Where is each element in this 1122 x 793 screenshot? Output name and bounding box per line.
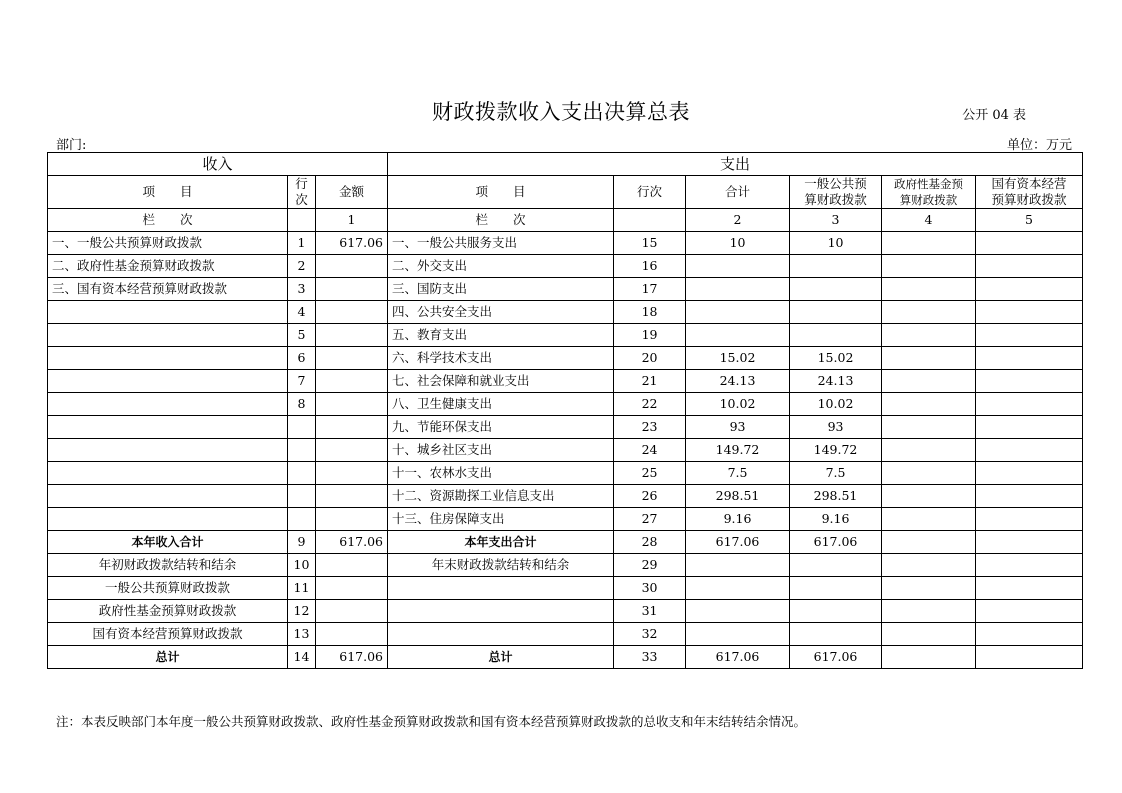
income-item-cell: 总计	[48, 646, 288, 669]
income-item-cell: 本年收入合计	[48, 531, 288, 554]
expense-gov-fund-cell	[882, 600, 976, 623]
expense-gov-fund-cell	[882, 301, 976, 324]
income-item-cell	[48, 485, 288, 508]
expense-state-capital-cell	[976, 232, 1083, 255]
expense-total-cell: 7.5	[686, 462, 790, 485]
income-amount-cell	[316, 370, 388, 393]
gov-fund-header: 政府性基金预 算财政拨款	[882, 176, 976, 209]
table-row	[48, 439, 1083, 462]
income-item-cell: 一般公共预算财政拨款	[48, 577, 288, 600]
expense-gov-fund-cell	[882, 370, 976, 393]
expense-general-cell: 617.06	[790, 646, 882, 669]
income-item-cell: 一、一般公共预算财政拨款	[48, 232, 288, 255]
income-amount-cell	[316, 324, 388, 347]
income-row-header: 行 次	[288, 176, 316, 209]
income-item-cell	[48, 370, 288, 393]
general-header: 一般公共预 算财政拨款	[790, 176, 882, 209]
table-row	[48, 393, 1083, 416]
expense-gov-fund-cell	[882, 554, 976, 577]
income-amount-header: 金额	[316, 176, 388, 209]
income-item-cell: 三、国有资本经营预算财政拨款	[48, 278, 288, 301]
expense-general-cell	[790, 554, 882, 577]
expense-total-cell	[686, 255, 790, 278]
income-row-number-cell	[288, 439, 316, 462]
income-amount-cell	[316, 623, 388, 646]
expense-gov-fund-cell	[882, 646, 976, 669]
income-amount-cell: 617.06	[316, 646, 388, 669]
expense-general-cell	[790, 324, 882, 347]
expense-row-number-cell: 21	[614, 370, 686, 393]
expense-row-number-cell: 27	[614, 508, 686, 531]
state-capital-header: 国有资本经营 预算财政拨款	[976, 176, 1083, 209]
income-row-number-cell	[288, 462, 316, 485]
expense-item-cell: 三、国防支出	[388, 278, 614, 301]
budget-table	[47, 152, 1083, 669]
income-amount-cell	[316, 462, 388, 485]
expense-item-cell: 五、教育支出	[388, 324, 614, 347]
expense-general-cell	[790, 577, 882, 600]
income-item-header: 项 目	[48, 176, 288, 209]
expense-row-number-cell: 18	[614, 301, 686, 324]
expense-state-capital-cell	[976, 439, 1083, 462]
income-amount-cell	[316, 600, 388, 623]
income-amount-cell	[316, 393, 388, 416]
expense-total-cell: 15.02	[686, 347, 790, 370]
expense-total-cell: 10.02	[686, 393, 790, 416]
income-amount-cell	[316, 301, 388, 324]
expense-item-cell: 十二、资源勘探工业信息支出	[388, 485, 614, 508]
income-amount-cell	[316, 577, 388, 600]
expense-state-capital-cell	[976, 577, 1083, 600]
income-row-number-cell: 8	[288, 393, 316, 416]
income-amount-cell: 617.06	[316, 232, 388, 255]
expense-gov-fund-cell	[882, 531, 976, 554]
expense-row-number-cell: 26	[614, 485, 686, 508]
expense-general-cell	[790, 255, 882, 278]
expense-row-number-cell: 16	[614, 255, 686, 278]
expense-state-capital-cell	[976, 416, 1083, 439]
income-item-cell: 二、政府性基金预算财政拨款	[48, 255, 288, 278]
expense-gov-fund-cell	[882, 416, 976, 439]
expense-section-header: 支出	[388, 153, 1083, 176]
income-item-cell	[48, 301, 288, 324]
expense-row-number-cell: 31	[614, 600, 686, 623]
expense-item-cell: 十三、住房保障支出	[388, 508, 614, 531]
income-row-number-cell: 10	[288, 554, 316, 577]
column-number-row	[48, 209, 1083, 232]
expense-item-cell: 八、卫生健康支出	[388, 393, 614, 416]
expense-row-number-cell: 22	[614, 393, 686, 416]
income-item-cell: 年初财政拨款结转和结余	[48, 554, 288, 577]
expense-row-number-cell: 28	[614, 531, 686, 554]
table-row	[48, 278, 1083, 301]
income-row-number-cell	[288, 508, 316, 531]
expense-general-cell: 617.06	[790, 531, 882, 554]
expense-general-cell: 7.5	[790, 462, 882, 485]
income-amount-cell	[316, 485, 388, 508]
expense-gov-fund-cell	[882, 278, 976, 301]
expense-general-cell: 93	[790, 416, 882, 439]
expense-item-cell: 九、节能环保支出	[388, 416, 614, 439]
table-row	[48, 416, 1083, 439]
table-row	[48, 623, 1083, 646]
expense-state-capital-cell	[976, 255, 1083, 278]
expense-total-cell: 9.16	[686, 508, 790, 531]
column-number-total: 2	[686, 209, 790, 232]
table-row	[48, 255, 1083, 278]
expense-general-cell: 149.72	[790, 439, 882, 462]
income-row-number-cell	[288, 416, 316, 439]
expense-gov-fund-cell	[882, 508, 976, 531]
expense-item-cell	[388, 623, 614, 646]
footnote: 注：本表反映部门本年度一般公共预算财政拨款、政府性基金预算财政拨款和国有资本经营预算财政拨款的总收支和年末结转结余情况。	[56, 714, 807, 729]
table-row	[48, 370, 1083, 393]
expense-general-cell	[790, 278, 882, 301]
expense-state-capital-cell	[976, 278, 1083, 301]
expense-item-cell: 一、一般公共服务支出	[388, 232, 614, 255]
expense-general-cell: 15.02	[790, 347, 882, 370]
expense-general-cell: 10	[790, 232, 882, 255]
income-section-header: 收入	[48, 153, 388, 176]
expense-total-cell: 24.13	[686, 370, 790, 393]
expense-item-cell: 六、科学技术支出	[388, 347, 614, 370]
expense-row-number-cell: 23	[614, 416, 686, 439]
expense-item-cell: 七、社会保障和就业支出	[388, 370, 614, 393]
table-row	[48, 531, 1083, 554]
income-item-cell	[48, 439, 288, 462]
income-item-cell	[48, 462, 288, 485]
expense-total-cell	[686, 577, 790, 600]
expense-total-cell	[686, 554, 790, 577]
expense-gov-fund-cell	[882, 439, 976, 462]
expense-item-cell	[388, 600, 614, 623]
expense-state-capital-cell	[976, 600, 1083, 623]
expense-total-cell: 149.72	[686, 439, 790, 462]
expense-gov-fund-cell	[882, 232, 976, 255]
expense-item-header: 项 目	[388, 176, 614, 209]
department-label: 部门:	[56, 138, 87, 153]
expense-state-capital-cell	[976, 508, 1083, 531]
income-row-number-cell: 9	[288, 531, 316, 554]
column-number-state-capital: 5	[976, 209, 1083, 232]
expense-item-cell	[388, 577, 614, 600]
expense-gov-fund-cell	[882, 485, 976, 508]
income-row-number-cell: 4	[288, 301, 316, 324]
expense-row-number-cell: 29	[614, 554, 686, 577]
income-item-cell	[48, 347, 288, 370]
expense-gov-fund-cell	[882, 324, 976, 347]
income-row-number-cell: 7	[288, 370, 316, 393]
expense-gov-fund-cell	[882, 623, 976, 646]
income-amount-cell	[316, 439, 388, 462]
expense-total-cell: 617.06	[686, 646, 790, 669]
income-amount-cell	[316, 508, 388, 531]
expense-gov-fund-cell	[882, 347, 976, 370]
income-item-cell	[48, 416, 288, 439]
income-amount-cell	[316, 278, 388, 301]
expense-item-cell: 二、外交支出	[388, 255, 614, 278]
table-row	[48, 485, 1083, 508]
table-row	[48, 600, 1083, 623]
expense-total-cell: 617.06	[686, 531, 790, 554]
expense-total-cell	[686, 600, 790, 623]
expense-state-capital-cell	[976, 393, 1083, 416]
income-item-cell	[48, 393, 288, 416]
expense-item-cell: 四、公共安全支出	[388, 301, 614, 324]
expense-state-capital-cell	[976, 301, 1083, 324]
table-row	[48, 347, 1083, 370]
expense-total-cell: 10	[686, 232, 790, 255]
expense-item-cell: 年末财政拨款结转和结余	[388, 554, 614, 577]
column-number-general: 3	[790, 209, 882, 232]
expense-gov-fund-cell	[882, 462, 976, 485]
table-row	[48, 301, 1083, 324]
income-amount-cell	[316, 554, 388, 577]
column-number-gov-fund: 4	[882, 209, 976, 232]
income-row-number-cell: 5	[288, 324, 316, 347]
expense-row-number-cell: 24	[614, 439, 686, 462]
page-title: 财政拨款收入支出决算总表	[432, 100, 690, 124]
expense-row-number-cell: 30	[614, 577, 686, 600]
expense-row-number-cell: 32	[614, 623, 686, 646]
income-row-number-cell: 13	[288, 623, 316, 646]
expense-total-cell	[686, 301, 790, 324]
income-amount-cell	[316, 347, 388, 370]
expense-state-capital-cell	[976, 485, 1083, 508]
expense-state-capital-cell	[976, 646, 1083, 669]
expense-state-capital-cell	[976, 623, 1083, 646]
expense-total-cell: 298.51	[686, 485, 790, 508]
income-item-cell: 政府性基金预算财政拨款	[48, 600, 288, 623]
expense-state-capital-cell	[976, 324, 1083, 347]
table-row	[48, 462, 1083, 485]
expense-state-capital-cell	[976, 370, 1083, 393]
income-row-number-cell: 6	[288, 347, 316, 370]
expense-row-number-cell: 25	[614, 462, 686, 485]
total-header: 合计	[686, 176, 790, 209]
expense-general-cell: 10.02	[790, 393, 882, 416]
expense-state-capital-cell	[976, 554, 1083, 577]
expense-general-cell	[790, 301, 882, 324]
income-item-cell: 国有资本经营预算财政拨款	[48, 623, 288, 646]
income-row-number-cell	[288, 485, 316, 508]
income-row-number-cell: 12	[288, 600, 316, 623]
income-item-cell	[48, 508, 288, 531]
expense-general-cell: 9.16	[790, 508, 882, 531]
expense-item-cell: 本年支出合计	[388, 531, 614, 554]
expense-total-cell	[686, 278, 790, 301]
expense-item-cell: 十一、农林水支出	[388, 462, 614, 485]
unit-label: 单位：万元	[1006, 138, 1072, 153]
income-amount-cell	[316, 255, 388, 278]
expense-general-cell: 298.51	[790, 485, 882, 508]
form-code: 公开 04 表	[962, 108, 1026, 123]
expense-gov-fund-cell	[882, 393, 976, 416]
expense-general-cell	[790, 623, 882, 646]
income-amount-cell: 617.06	[316, 531, 388, 554]
income-row-number-cell: 1	[288, 232, 316, 255]
expense-total-cell	[686, 623, 790, 646]
expense-general-cell	[790, 600, 882, 623]
expense-state-capital-cell	[976, 531, 1083, 554]
table-row	[48, 646, 1083, 669]
expense-total-cell	[686, 324, 790, 347]
section-header-row	[48, 153, 1083, 176]
income-row-number-cell: 11	[288, 577, 316, 600]
expense-row-number-cell: 20	[614, 347, 686, 370]
expense-item-cell: 十、城乡社区支出	[388, 439, 614, 462]
column-number-expense-label: 栏 次	[388, 209, 614, 232]
column-number-blank	[288, 209, 316, 232]
expense-state-capital-cell	[976, 347, 1083, 370]
expense-row-number-cell: 33	[614, 646, 686, 669]
table-row	[48, 324, 1083, 347]
column-header-row	[48, 176, 1083, 209]
table-row	[48, 232, 1083, 255]
expense-general-cell: 24.13	[790, 370, 882, 393]
expense-row-number-cell: 17	[614, 278, 686, 301]
column-number-blank	[614, 209, 686, 232]
income-row-number-cell: 14	[288, 646, 316, 669]
expense-total-cell: 93	[686, 416, 790, 439]
income-amount-cell	[316, 416, 388, 439]
table-row	[48, 577, 1083, 600]
expense-item-cell: 总计	[388, 646, 614, 669]
income-row-number-cell: 2	[288, 255, 316, 278]
column-number-label: 栏 次	[48, 209, 288, 232]
expense-row-number-cell: 15	[614, 232, 686, 255]
expense-state-capital-cell	[976, 462, 1083, 485]
table-row	[48, 554, 1083, 577]
table-row	[48, 508, 1083, 531]
expense-gov-fund-cell	[882, 577, 976, 600]
expense-row-header: 行次	[614, 176, 686, 209]
column-number-income-amount: 1	[316, 209, 388, 232]
income-row-number-cell: 3	[288, 278, 316, 301]
income-item-cell	[48, 324, 288, 347]
expense-gov-fund-cell	[882, 255, 976, 278]
expense-row-number-cell: 19	[614, 324, 686, 347]
